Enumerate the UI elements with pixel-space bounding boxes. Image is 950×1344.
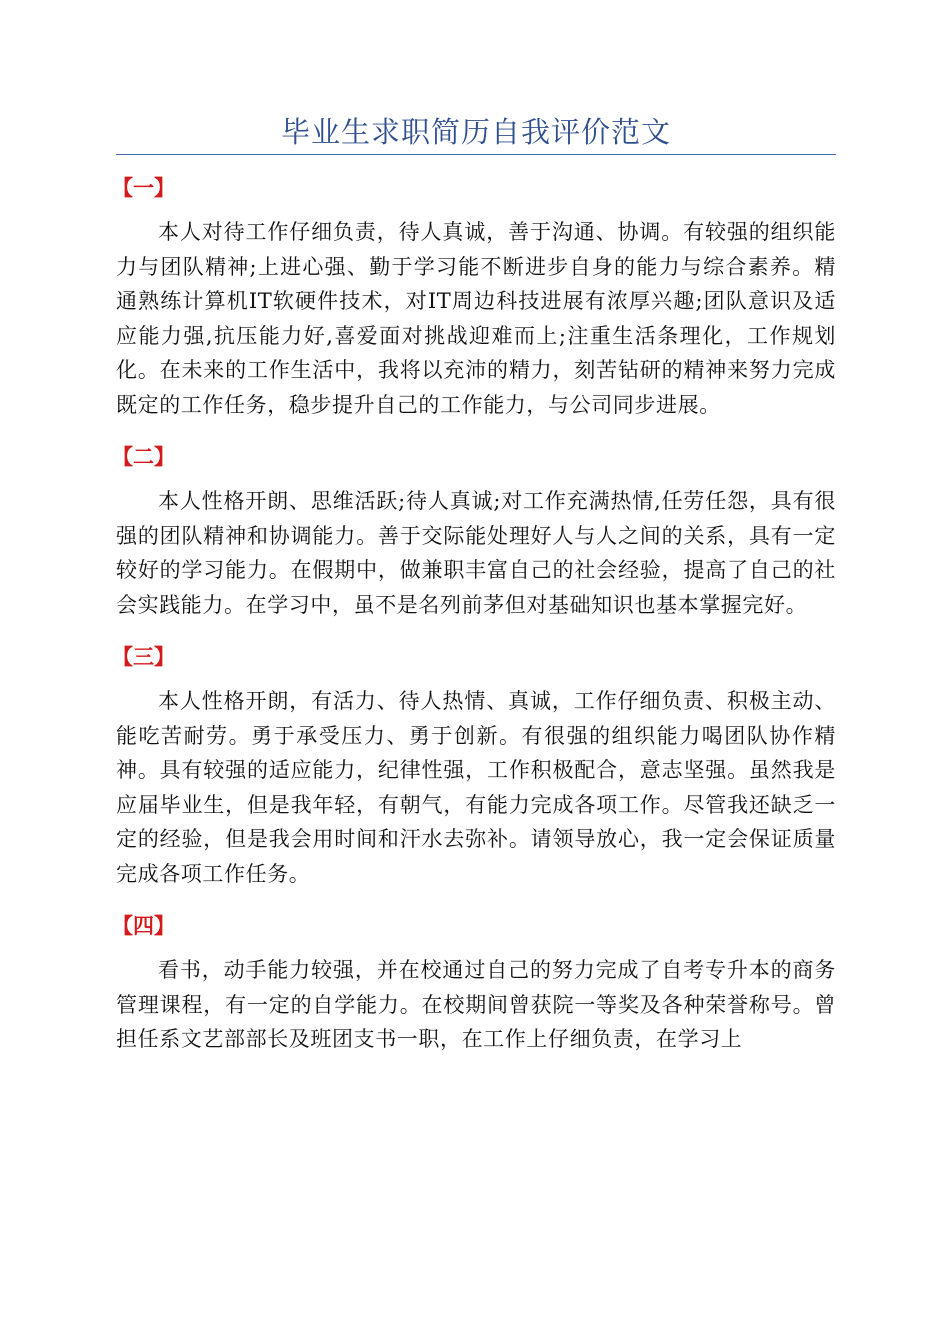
section-heading: 【一】 — [112, 175, 175, 200]
section-paragraph: 本人性格开朗，有活力、待人热情、真诚，工作仔细负责、积极主动、能吃苦耐劳。勇于承受压力、勇于创新。有很强的组织能力喝团队协作精神。具有较强的适应能力，纪律性强，工作积极配合，意志坚强。虽然我是应届毕业生，但是我年轻，有朝气，有能力完成各项工作。尽管我还缺乏一定的经验，但是我会用时间和汗水去弥补。请领导放心，我一定会保证质量完成各项工作任务。 — [116, 689, 836, 886]
section-4 — [112, 911, 836, 1057]
section-paragraph: 看书，动手能力较强，并在校通过自己的努力完成了自考专升本的商务管理课程，有一定的自学能力。在校期间曾获院一等奖及各种荣誉称号。曾担任系文艺部部长及班团支书一职，在工作上仔细负责，在学习上 — [116, 958, 836, 1051]
document-page — [112, 112, 836, 1077]
section-1 — [112, 173, 836, 422]
section-paragraph: 本人性格开朗、思维活跃;待人真诚;对工作充满热情,任劳任怨，具有很强的团队精神和协调能力。善于交际能处理好人与人之间的关系，具有一定较好的学习能力。在假期中，做兼职丰富自己的社会经验，提高了自己的社会实践能力。在学习中，虽不是名列前茅但对基础知识也基本掌握完好。 — [116, 489, 836, 617]
title-underline — [116, 154, 836, 155]
section-2 — [112, 442, 836, 622]
section-paragraph: 本人对待工作仔细负责，待人真诚，善于沟通、协调。有较强的组织能力与团队精神;上进心强、勤于学习能不断进步自身的能力与综合素养。精通熟练计算机IT软硬件技术，对IT周边科技进展有浓厚兴趣;团队意识及适应能力强,抗压能力好,喜爱面对挑战迎难而上;注重生活条理化，工作规划化。在未来的工作生活中，我将以充沛的精力，刻苦钻研的精神来努力完成既定的工作任务，稳步提升自己的工作能力，与公司同步进展。 — [116, 220, 836, 417]
document-title: 毕业生求职简历自我评价范文 — [280, 115, 671, 149]
section-3 — [112, 642, 836, 891]
section-heading: 【三】 — [112, 644, 175, 669]
section-heading: 【二】 — [112, 444, 175, 469]
section-heading: 【四】 — [112, 913, 175, 938]
